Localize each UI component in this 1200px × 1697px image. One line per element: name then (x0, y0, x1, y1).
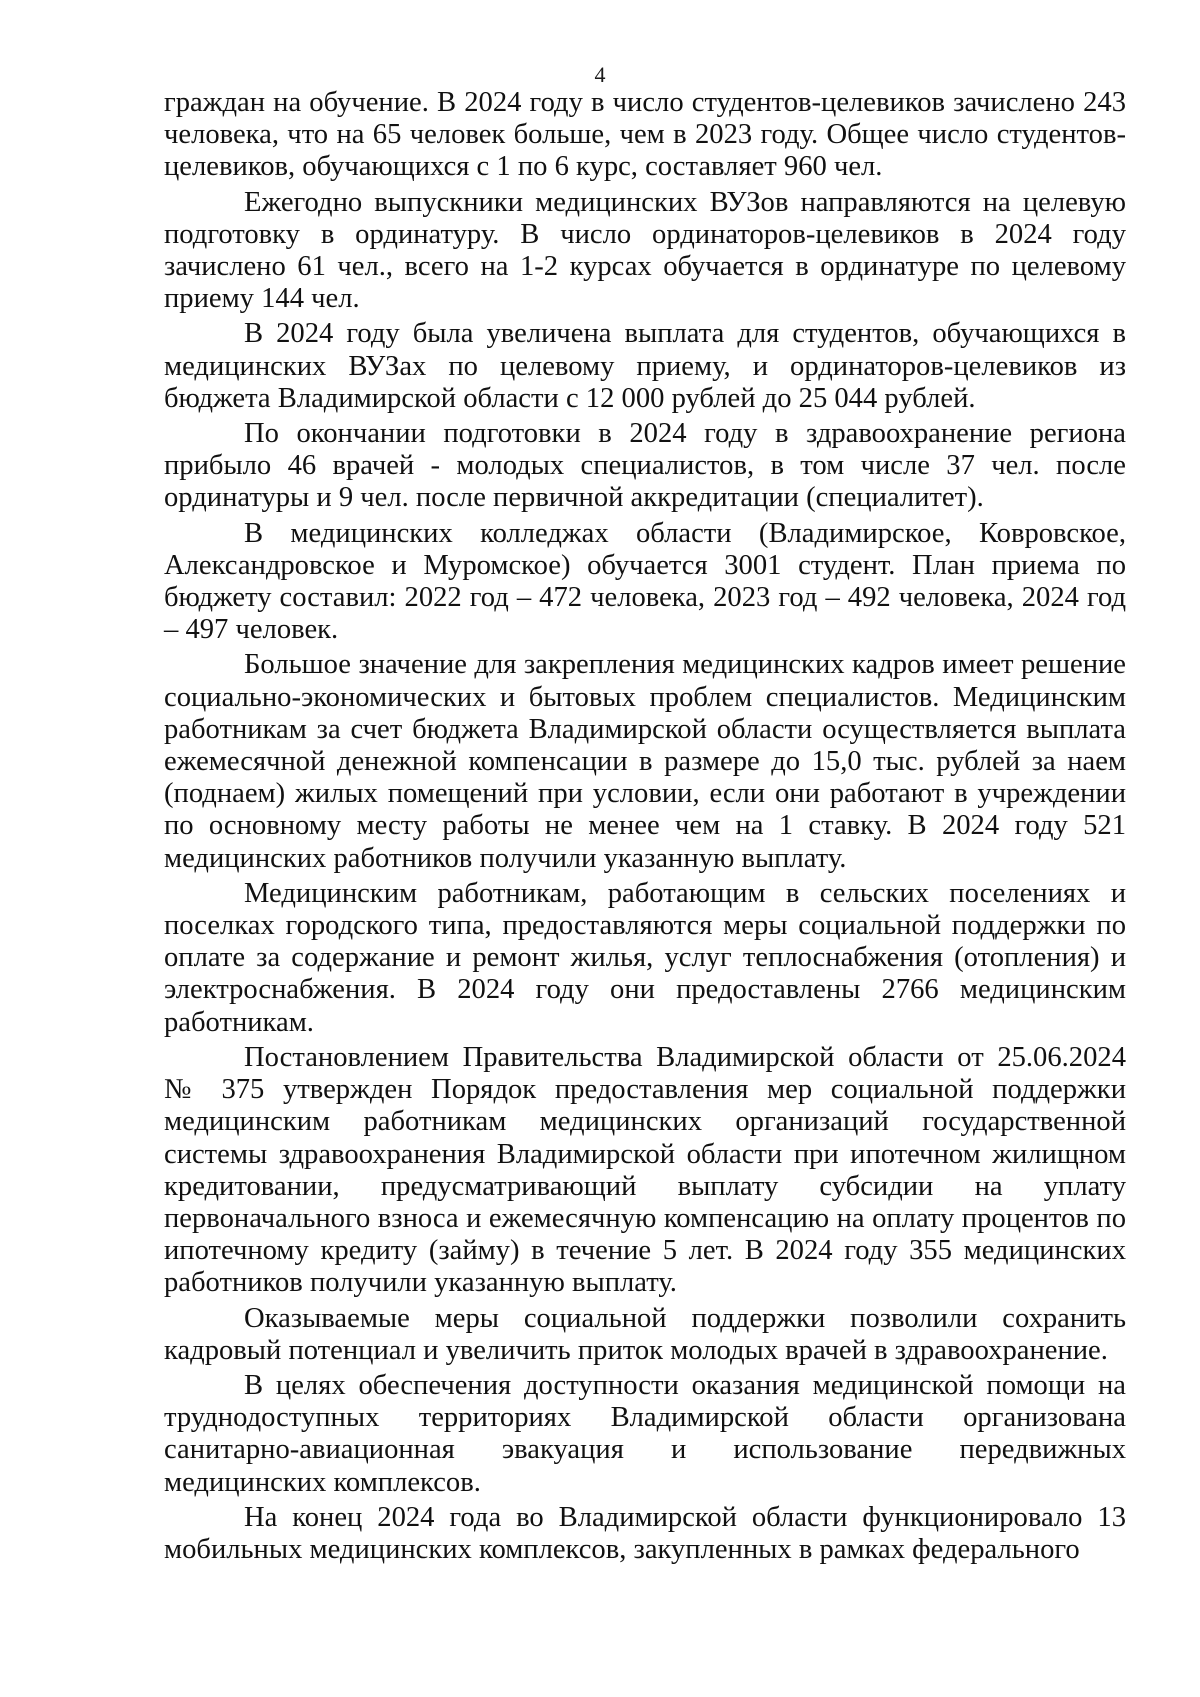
paragraph-stipend-increase: В 2024 году была увеличена выплата для студентов, обучающихся в медицинских ВУЗах по целевому приему, и ординаторов-целевиков из бюджета Владимирской области с 12 000 рублей до 25 044 рублей. (164, 318, 1126, 414)
paragraph-support-results: Оказываемые меры социальной поддержки позволили сохранить кадровый потенциал и увеличить приток молодых врачей в здравоохранение. (164, 1302, 1126, 1366)
document-body (164, 87, 1126, 1569)
paragraph-rural-support: Медицинским работникам, работающим в сельских поселениях и поселках городского типа, предоставляются меры социальной поддержки по оплате за содержание и ремонт жилья, услуг теплоснабжения (отопления) и электроснабжения. В 2024 году они предоставлены 2766 медицинским работникам. (164, 877, 1126, 1038)
paragraph-medical-colleges: В медицинских колледжах области (Владимирское, Ковровское, Александровское и Муромское) обучается 3001 студент. План приема по бюджету составил: 2022 год – 472 человека, 2023 год – 492 человека, 2024 год – 497 человек. (164, 517, 1126, 646)
paragraph-mortgage-support: Постановлением Правительства Владимирской области от 25.06.2024 № 375 утвержден Порядок предоставления мер социальной поддержки медицинским работникам медицинских организаций государственной системы здравоохранения Владимирской области при ипотечном жилищном кредитовании, предусматривающий выплату субсидии на уплату первоначального взноса и ежемесячную компенсацию на оплату процентов по ипотечному кредиту (займу) в течение 5 лет. В 2024 году 355 медицинских работников получили указанную выплату. (164, 1041, 1126, 1299)
paragraph-young-doctors: По окончании подготовки в 2024 году в здравоохранение региона прибыло 46 врачей - молодых специалистов, в том числе 37 чел. после ординатуры и 9 чел. после первичной аккредитации (специалитет). (164, 418, 1126, 514)
paragraph-air-evacuation: В целях обеспечения доступности оказания медицинской помощи на труднодоступных территориях Владимирской области организована санитарно-авиационная эвакуация и использование передвижных медицинских комплексов. (164, 1369, 1126, 1498)
page-number: 4 (594, 62, 606, 87)
paragraph-residency-training: Ежегодно выпускники медицинских ВУЗов направляются на целевую подготовку в ординатуру. В число ординаторов-целевиков в 2024 году зачислено 61 чел., всего на 1-2 курсах обучается в ординатуре по целевому приему 144 чел. (164, 186, 1126, 315)
paragraph-target-students: граждан на обучение. В 2024 году в число студентов-целевиков зачислено 243 человека, что на 65 человек больше, чем в 2023 году. Общее число студентов-целевиков, обучающихся с 1 по 6 курс, составляет 960 чел. (164, 87, 1126, 183)
paragraph-mobile-complexes: На конец 2024 года во Владимирской области функционировало 13 мобильных медицинских комплексов, закупленных в рамках федерального (164, 1501, 1126, 1565)
paragraph-housing-compensation: Большое значение для закрепления медицинских кадров имеет решение социально-экономических и бытовых проблем специалистов. Медицинским работникам за счет бюджета Владимирской области осуществляется выплата ежемесячной денежной компенсации в размере до 15,0 тыс. рублей за наем (поднаем) жилых помещений при условии, если они работают в учреждении по основному месту работы не менее чем на 1 ставку. В 2024 году 521 медицинских работников получили указанную выплату. (164, 649, 1126, 874)
